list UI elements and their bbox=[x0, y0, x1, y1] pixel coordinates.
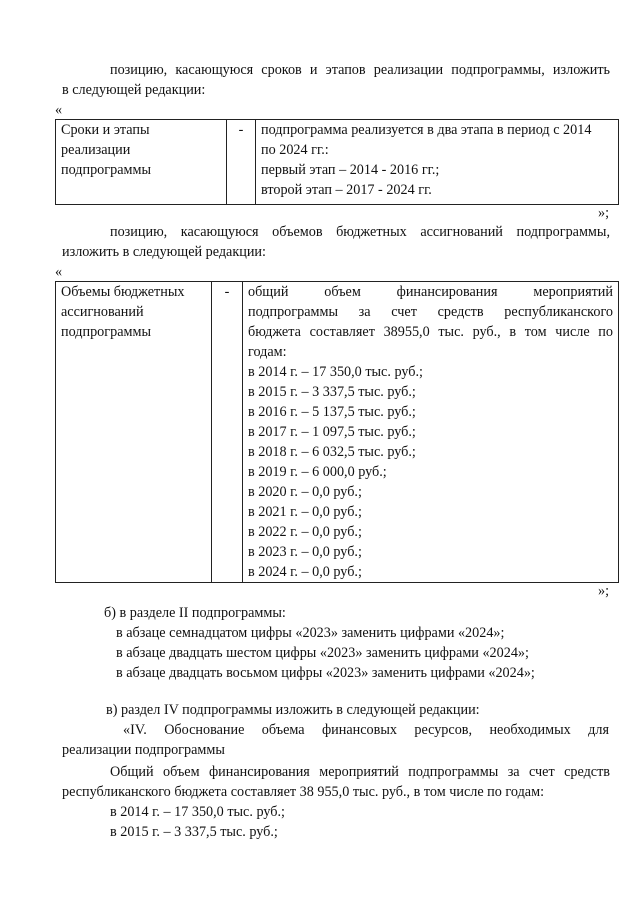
block2-year-line: в 2014 г. – 17 350,0 тыс. руб.; bbox=[248, 364, 423, 380]
block2-table bbox=[55, 281, 619, 583]
block2-year-line: в 2018 г. – 6 032,5 тыс. руб.; bbox=[248, 444, 416, 460]
block1-label-line: подпрограммы bbox=[61, 162, 151, 178]
block2-year-line: в 2024 г. – 0,0 руб.; bbox=[248, 564, 362, 580]
block2-intro-line1: позицию, касающуюся объемов бюджетных ассигнований подпрограммы, bbox=[110, 224, 610, 240]
block2-year-line: в 2015 г. – 3 337,5 тыс. руб.; bbox=[248, 384, 416, 400]
block1-label-line: реализации bbox=[61, 142, 131, 158]
section-v-year-line: в 2015 г. – 3 337,5 тыс. руб.; bbox=[110, 824, 278, 840]
block1-value-cell bbox=[256, 120, 619, 205]
block2-year-line: в 2017 г. – 1 097,5 тыс. руб.; bbox=[248, 424, 416, 440]
block2-value-line: годам: bbox=[248, 344, 287, 360]
block2-label-line: ассигнований bbox=[61, 304, 144, 320]
block2-label-line: подпрограммы bbox=[61, 324, 151, 340]
section-v-heading: в) раздел IV подпрограммы изложить в следующей редакции: bbox=[106, 702, 480, 718]
block2-label-cell bbox=[56, 282, 212, 583]
block2-label-line: Объемы бюджетных bbox=[61, 284, 185, 300]
block2-dash: - bbox=[212, 282, 243, 583]
block1-value-line: по 2024 гг.: bbox=[261, 142, 329, 158]
block1-intro-line2: в следующей редакции: bbox=[62, 82, 206, 98]
section-b-item: в абзаце семнадцатом цифры «2023» заменить цифрами «2024»; bbox=[116, 625, 505, 641]
block1-label-line: Сроки и этапы bbox=[61, 122, 150, 138]
block2-value-line: бюджета составляет 38955,0 тыс. руб., в том числе по bbox=[248, 324, 613, 340]
block1-value-line: подпрограмма реализуется в два этапа в период с 2014 bbox=[261, 122, 592, 138]
block2-year-line: в 2016 г. – 5 137,5 тыс. руб.; bbox=[248, 404, 416, 420]
section-v-body-line1: Общий объем финансирования мероприятий подпрограммы за счет средств bbox=[110, 764, 610, 780]
block2-year-line: в 2019 г. – 6 000,0 руб.; bbox=[248, 464, 387, 480]
section-v-title-line1: «IV. Обоснование объема финансовых ресурсов, необходимых для bbox=[123, 722, 609, 738]
block2-year-line: в 2020 г. – 0,0 руб.; bbox=[248, 484, 362, 500]
block1-label-cell bbox=[56, 120, 227, 205]
section-b-heading: б) в разделе II подпрограммы: bbox=[104, 605, 286, 621]
block2-close-quote: »; bbox=[598, 583, 610, 599]
block1-intro-line1: позицию, касающуюся сроков и этапов реализации подпрограммы, изложить bbox=[110, 62, 610, 78]
block1-value-line: второй этап – 2017 - 2024 гг. bbox=[261, 182, 432, 198]
block1-value-line: первый этап – 2014 - 2016 гг.; bbox=[261, 162, 440, 178]
block1-open-quote: « bbox=[55, 102, 63, 118]
section-b-item: в абзаце двадцать восьмом цифры «2023» заменить цифрами «2024»; bbox=[116, 665, 535, 681]
block2-year-line: в 2023 г. – 0,0 руб.; bbox=[248, 544, 362, 560]
block2-value-line: подпрограммы за счет средств республиканского bbox=[248, 304, 613, 320]
section-b-item: в абзаце двадцать шестом цифры «2023» заменить цифрами «2024»; bbox=[116, 645, 529, 661]
block2-year-line: в 2021 г. – 0,0 руб.; bbox=[248, 504, 362, 520]
block1-dash: - bbox=[227, 120, 256, 205]
block2-value-line: общий объем финансирования мероприятий bbox=[248, 284, 613, 300]
block1-table bbox=[55, 119, 619, 205]
block2-value-cell bbox=[243, 282, 619, 583]
block1-close-quote: »; bbox=[598, 205, 610, 221]
section-v-year-line: в 2014 г. – 17 350,0 тыс. руб.; bbox=[110, 804, 285, 820]
block2-year-line: в 2022 г. – 0,0 руб.; bbox=[248, 524, 362, 540]
section-v-body-line2: республиканского бюджета составляет 38 955,0 тыс. руб., в том числе по годам: bbox=[62, 784, 545, 800]
block2-open-quote: « bbox=[55, 264, 63, 280]
section-v-title-line2: реализации подпрограммы bbox=[62, 742, 225, 758]
block2-intro-line2: изложить в следующей редакции: bbox=[62, 244, 266, 260]
